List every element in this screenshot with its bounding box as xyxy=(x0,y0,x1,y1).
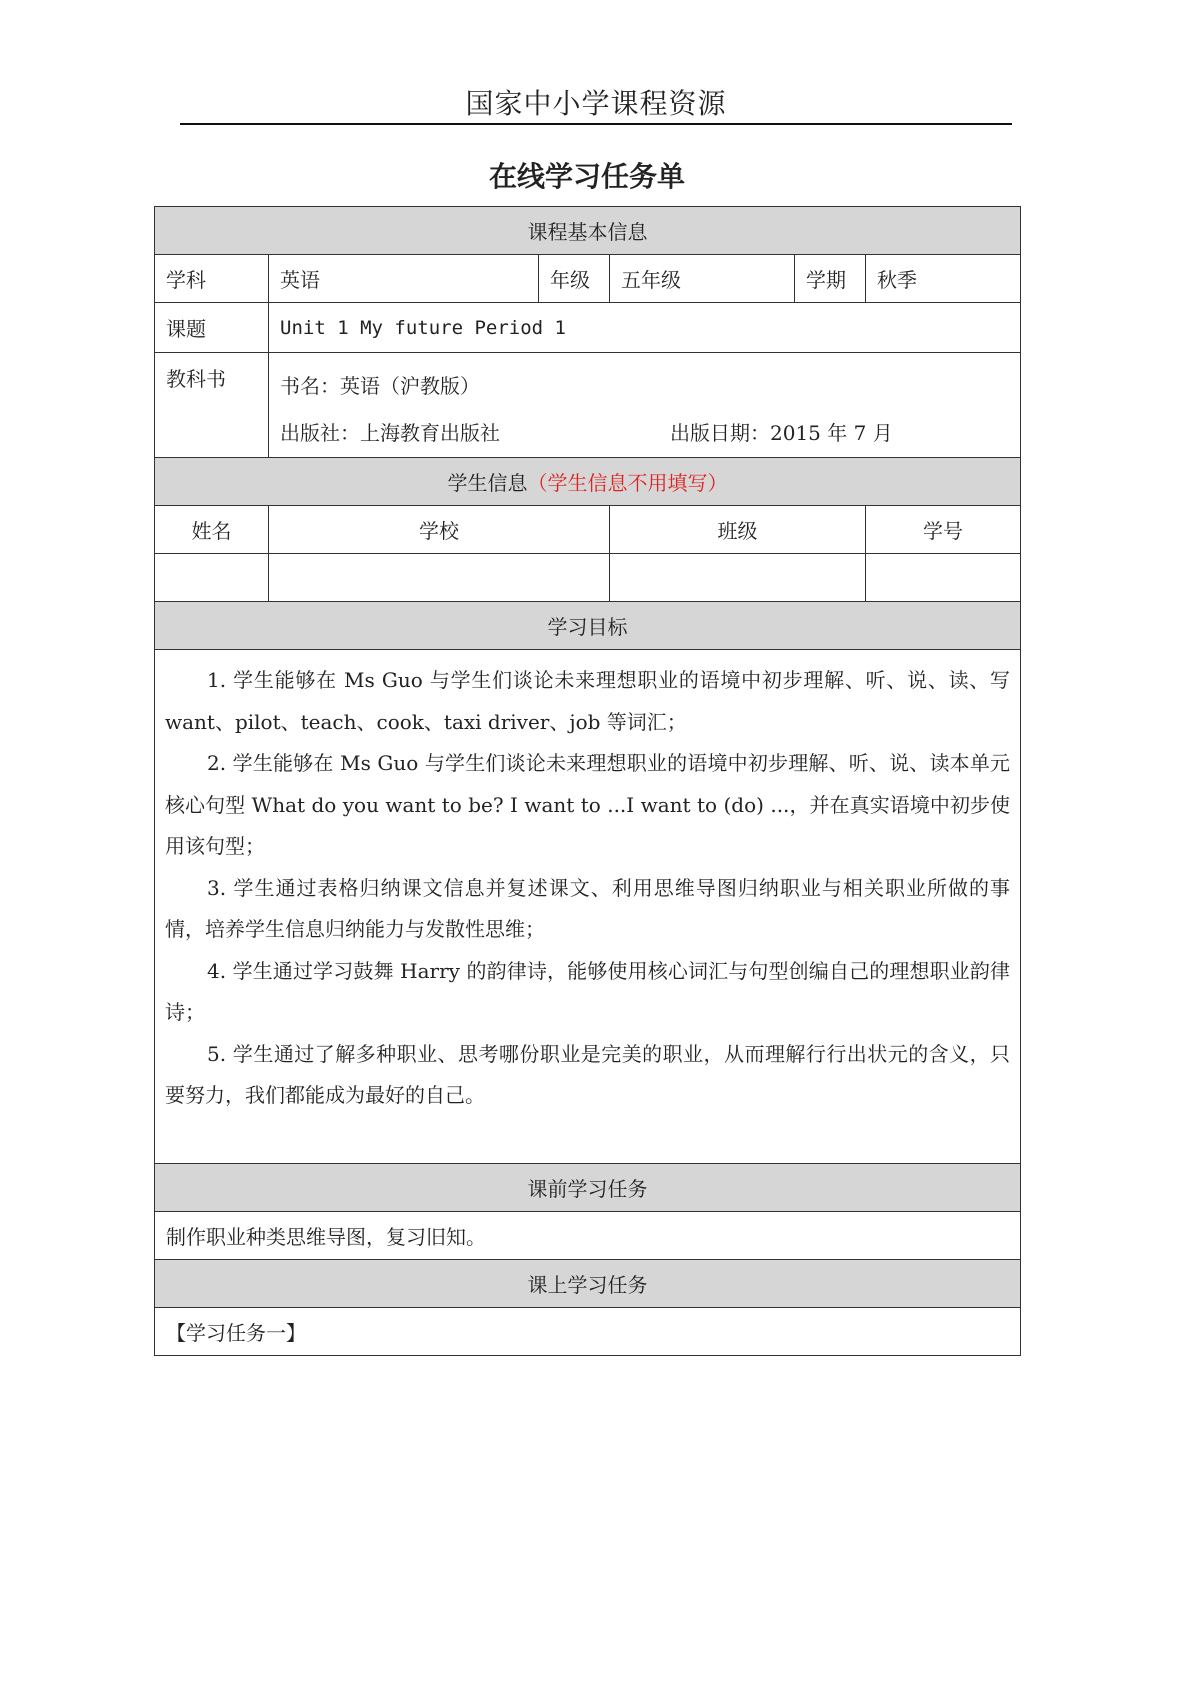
term-value: 秋季 xyxy=(866,255,1021,303)
textbook-label: 教科书 xyxy=(155,353,269,458)
in-class-content: 【学习任务一】 xyxy=(155,1308,1021,1356)
topic-value: Unit 1 My future Period 1 xyxy=(269,303,1021,353)
topic-label: 课题 xyxy=(155,303,269,353)
in-class-header-row xyxy=(155,1260,1021,1308)
document-title: 在线学习任务单 xyxy=(488,160,685,193)
student-info-header-row xyxy=(155,458,1021,506)
pre-class-content: 制作职业种类思维导图，复习旧知。 xyxy=(155,1212,1021,1260)
student-info-values-row xyxy=(155,554,1021,602)
publish-date: 出版日期：2015 年 7 月 xyxy=(670,421,893,445)
subject-label: 学科 xyxy=(155,255,269,303)
student-class-header: 班级 xyxy=(610,506,866,554)
objectives-content-row xyxy=(155,650,1021,1164)
task-sheet-table xyxy=(154,206,1021,1356)
objective-item: 5. 学生通过了解多种职业、思考哪份职业是完美的职业，从而理解行行出状元的含义，只要努力，我们都能成为最好的自己。 xyxy=(165,1041,1011,1107)
term-label: 学期 xyxy=(795,255,866,303)
grade-label: 年级 xyxy=(539,255,610,303)
course-info-section-title: 课程基本信息 xyxy=(155,207,1021,255)
objective-item: 2. 学生能够在 Ms Guo 与学生们谈论未来理想职业的语境中初步理解、听、说、读本单元核心句型 What do you want to be? I want to ...I want to (do) ...，并在真实语境中初步使用该句型； xyxy=(165,751,1011,858)
student-info-columns-row xyxy=(155,506,1021,554)
student-name-value xyxy=(155,554,269,602)
objective-item: 3. 学生通过表格归纳课文信息并复述课文、利用思维导图归纳职业与相关职业所做的事情，培养学生信息归纳能力与发散性思维； xyxy=(165,875,1011,941)
objectives-header-row xyxy=(155,602,1021,650)
pre-class-section-title: 课前学习任务 xyxy=(155,1164,1021,1212)
subject-row xyxy=(155,255,1021,303)
topic-row xyxy=(155,303,1021,353)
grade-value: 五年级 xyxy=(610,255,795,303)
student-class-value xyxy=(610,554,866,602)
book-name: 书名：英语（沪教版） xyxy=(280,374,480,398)
student-school-value xyxy=(269,554,610,602)
student-name-header: 姓名 xyxy=(155,506,269,554)
objective-item: 4. 学生通过学习鼓舞 Harry 的韵律诗，能够使用核心词汇与句型创编自己的理想职业韵律诗； xyxy=(165,958,1011,1024)
in-class-section-title: 课上学习任务 xyxy=(155,1260,1021,1308)
textbook-details xyxy=(269,353,1021,458)
student-school-header: 学校 xyxy=(269,506,610,554)
textbook-row xyxy=(155,353,1021,458)
student-info-section-title xyxy=(155,458,1021,506)
student-info-note: （学生信息不用填写） xyxy=(527,471,728,495)
student-id-header: 学号 xyxy=(866,506,1021,554)
pre-class-header-row xyxy=(155,1164,1021,1212)
header-title: 国家中小学课程资源 xyxy=(465,87,727,120)
course-info-header-row xyxy=(155,207,1021,255)
publisher-line xyxy=(280,410,1009,457)
subject-value: 英语 xyxy=(269,255,539,303)
in-class-content-row xyxy=(155,1308,1021,1356)
publisher: 出版社：上海教育出版社 xyxy=(280,421,500,445)
objective-item: 1. 学生能够在 Ms Guo 与学生们谈论未来理想职业的语境中初步理解、听、说、读、写 want、pilot、teach、cook、taxi driver、job 等词汇； xyxy=(165,668,1011,734)
student-info-title: 学生信息 xyxy=(447,471,528,495)
objectives-content xyxy=(155,650,1021,1164)
header-divider xyxy=(180,123,1012,125)
objectives-section-title: 学习目标 xyxy=(155,602,1021,650)
student-id-value xyxy=(866,554,1021,602)
pre-class-content-row xyxy=(155,1212,1021,1260)
